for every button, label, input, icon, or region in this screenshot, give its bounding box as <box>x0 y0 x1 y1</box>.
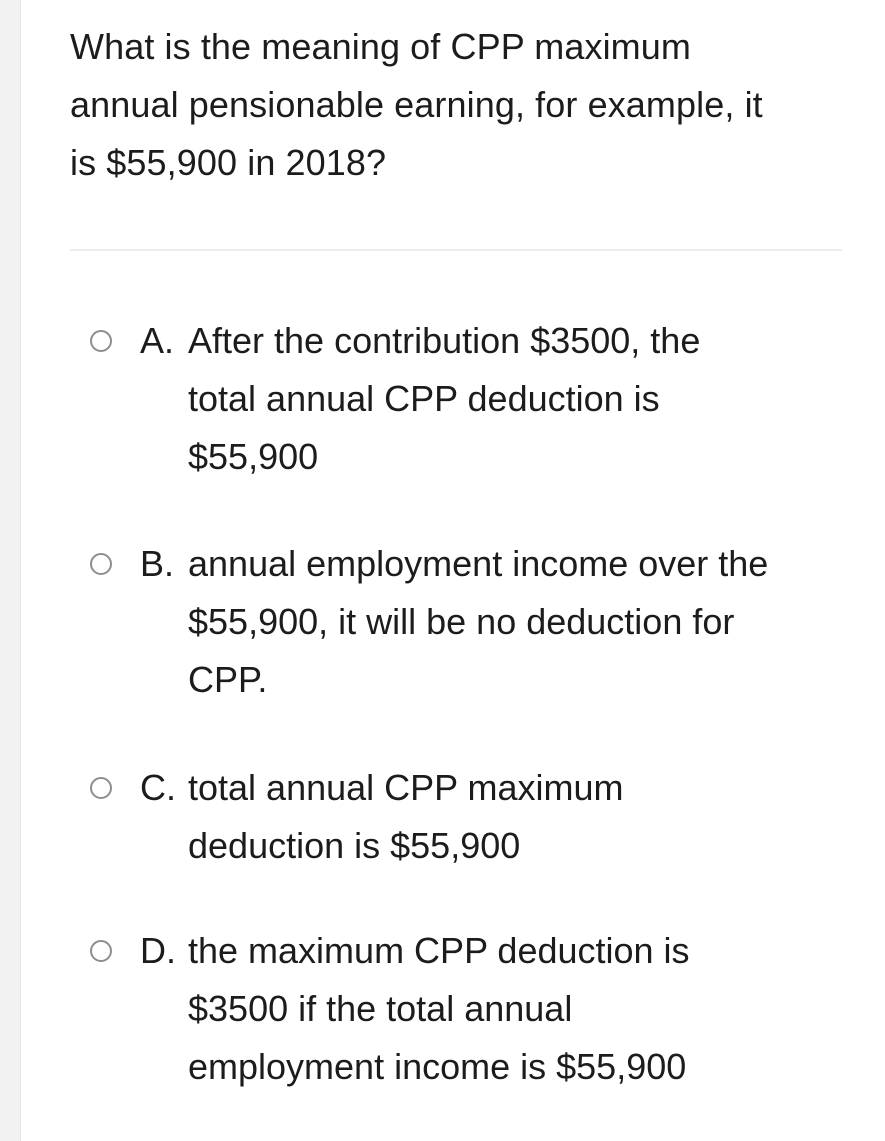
option-line: $55,900 <box>188 436 319 477</box>
option-line: annual employment income over the <box>188 543 769 584</box>
option-letter: C. <box>140 767 176 808</box>
divider <box>70 249 842 251</box>
option-line: total annual CPP maximum <box>188 767 624 808</box>
option-label <box>188 312 838 486</box>
option-line: employment income is $55,900 <box>188 1046 687 1087</box>
option-label <box>188 759 838 875</box>
option-line: $55,900, it will be no deduction for <box>188 601 735 642</box>
option-line: $3500 if the total annual <box>188 988 573 1029</box>
question-line: is $55,900 in 2018? <box>70 142 387 183</box>
radio-button-a[interactable] <box>90 330 112 352</box>
option-label <box>188 535 838 709</box>
option-line: After the contribution $3500, the <box>188 320 701 361</box>
option-letter: B. <box>140 543 175 584</box>
radio-button-c[interactable] <box>90 777 112 799</box>
option-line: total annual CPP deduction is <box>188 378 660 419</box>
left-rail <box>0 0 21 1141</box>
question-line: annual pensionable earning, for example, it <box>70 84 763 125</box>
question-line: What is the meaning of CPP maximum <box>70 26 691 67</box>
option-letter: D. <box>140 930 176 971</box>
radio-button-d[interactable] <box>90 940 112 962</box>
option-label <box>188 922 838 1096</box>
option-line: the maximum CPP deduction is <box>188 930 690 971</box>
option-letter: A. <box>140 320 175 361</box>
question-text <box>70 18 850 192</box>
option-line: CPP. <box>188 659 268 700</box>
option-line: deduction is $55,900 <box>188 825 521 866</box>
radio-button-b[interactable] <box>90 553 112 575</box>
